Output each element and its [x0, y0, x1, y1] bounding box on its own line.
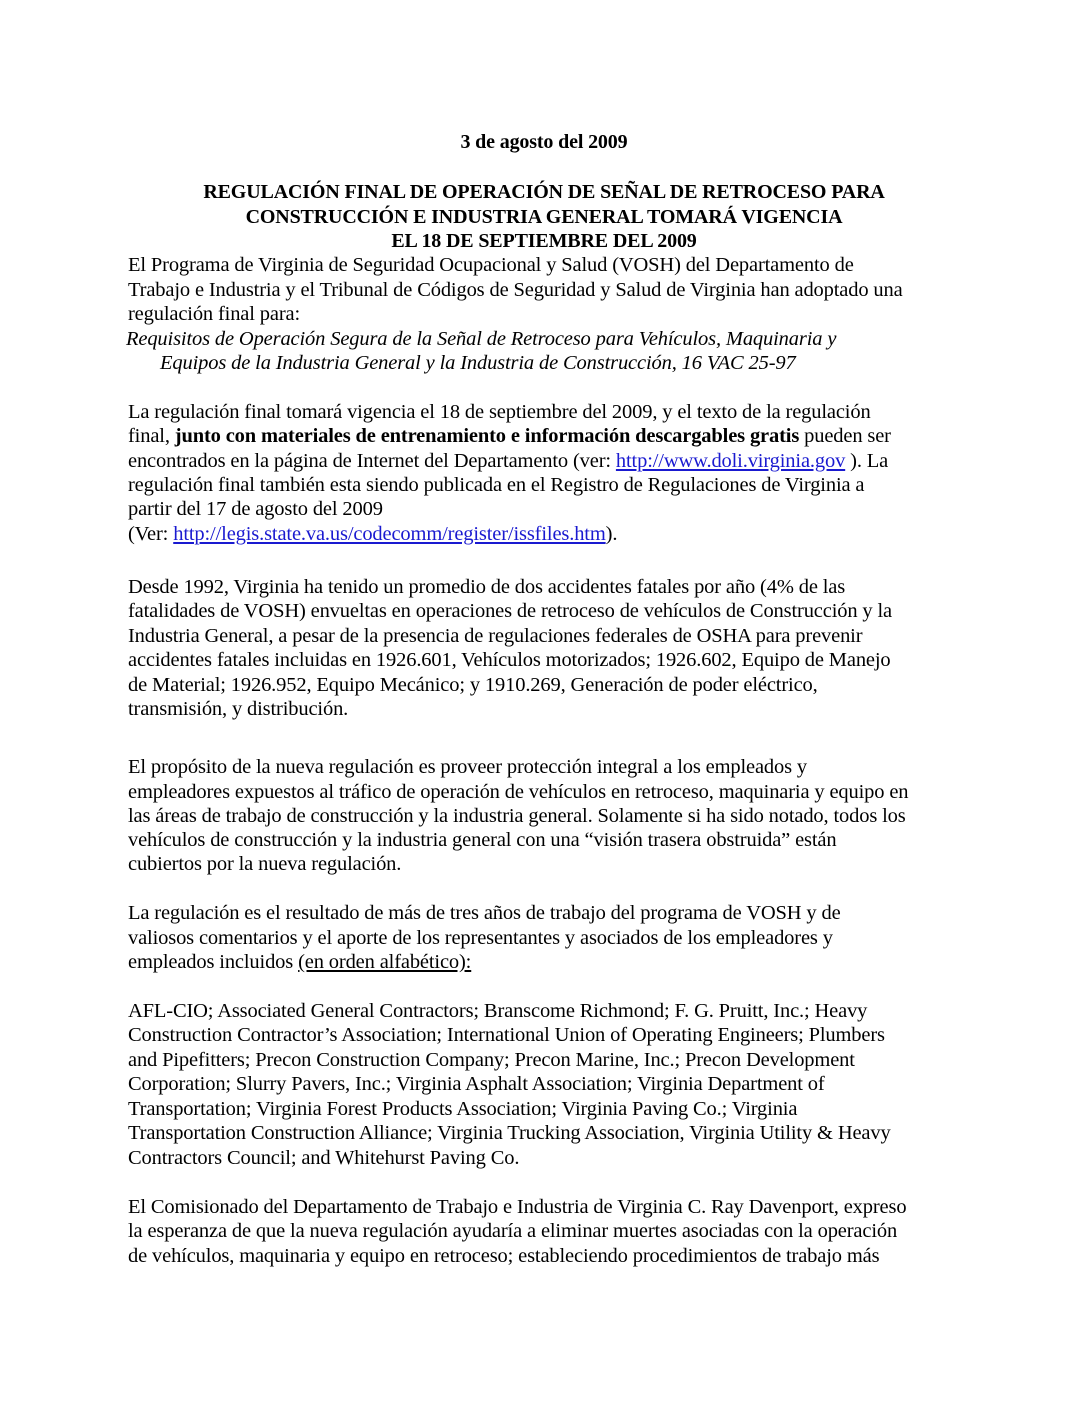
- headline-line-3: EL 18 DE SEPTIEMBRE DEL 2009: [391, 230, 697, 252]
- text: encontrados en la página de Internet del Departamento (ver:: [128, 450, 616, 472]
- text: empleados incluidos: [128, 951, 299, 973]
- intro-line: Trabajo e Industria y el Tribunal de Códigos de Seguridad y Salud de Virginia han adoptado una: [128, 279, 903, 301]
- bold-highlight: junto con materiales de entrenamiento e información descargables gratis: [174, 425, 800, 447]
- contributors-intro-line: [128, 950, 471, 975]
- effective-line: [128, 449, 888, 474]
- commissioner-line: El Comisionado del Departamento de Trabajo e Industria de Virginia C. Ray Davenport, expreso: [128, 1196, 907, 1218]
- statistics-line: Industria General, a pesar de la presencia de regulaciones federales de OSHA para prevenir: [128, 625, 863, 647]
- contributors-line: Transportation; Virginia Forest Products Association; Virginia Paving Co.; Virginia: [128, 1098, 798, 1120]
- effective-line: La regulación final tomará vigencia el 18 de septiembre del 2009, y el texto de la regulación: [128, 401, 871, 423]
- regulation-title-line: Equipos de la Industria General y la Industria de Construcción, 16 VAC 25-97: [160, 352, 796, 374]
- effective-line: [128, 424, 891, 449]
- purpose-line: El propósito de la nueva regulación es proveer protección integral a los empleados y: [128, 756, 808, 778]
- contributors-line: Corporation; Slurry Pavers, Inc.; Virginia Asphalt Association; Virginia Department of: [128, 1073, 825, 1095]
- intro-line: El Programa de Virginia de Seguridad Ocupacional y Salud (VOSH) del Departamento de: [128, 254, 854, 276]
- headline-line-1: REGULACIÓN FINAL DE OPERACIÓN DE SEÑAL DE RETROCESO PARA: [203, 181, 885, 203]
- purpose-line: vehículos de construcción y la industria general con una “visión trasera obstruida” están: [128, 829, 837, 851]
- doli-website-link[interactable]: http://www.doli.virginia.gov: [615, 450, 846, 472]
- purpose-line: las áreas de trabajo de construcción y la industria general. Solamente si ha sido notado, todos los: [128, 805, 906, 827]
- contributors-line: Construction Contractor’s Association; International Union of Operating Engineers; Plumbers: [128, 1024, 885, 1046]
- text: pueden ser: [799, 425, 891, 447]
- statistics-line: accidentes fatales incluidas en 1926.601, Vehículos motorizados; 1926.602, Equipo de Manejo: [128, 649, 891, 671]
- underlined-text: (en orden alfabético):: [298, 951, 472, 973]
- statistics-line: Desde 1992, Virginia ha tenido un promedio de dos accidentes fatales por año (4% de las: [128, 576, 846, 598]
- headline-line-2: CONSTRUCCIÓN E INDUSTRIA GENERAL TOMARÁ VIGENCIA: [245, 206, 843, 228]
- contributors-intro-line: valiosos comentarios y el aporte de los representantes y asociados de los empleadores y: [128, 927, 833, 949]
- regulation-title-line: Requisitos de Operación Segura de la Señal de Retroceso para Vehículos, Maquinaria y: [126, 328, 837, 350]
- contributors-intro-line: La regulación es el resultado de más de tres años de trabajo del programa de VOSH y de: [128, 902, 841, 924]
- text: (Ver:: [128, 523, 174, 545]
- text: ).: [605, 523, 618, 545]
- statistics-line: transmisión, y distribución.: [128, 698, 349, 720]
- commissioner-line: de vehículos, maquinaria y equipo en retroceso; estableciendo procedimientos de trabajo más: [128, 1245, 880, 1267]
- effective-line: partir del 17 de agosto del 2009: [128, 498, 383, 520]
- commissioner-line: la esperanza de que la nueva regulación ayudaría a eliminar muertes asociadas con la operación: [128, 1220, 898, 1242]
- contributors-line: Contractors Council; and Whitehurst Paving Co.: [128, 1147, 520, 1169]
- statistics-line: de Material; 1926.952, Equipo Mecánico; y 1910.269, Generación de poder eléctrico,: [128, 674, 818, 696]
- effective-line: regulación final también esta siendo publicada en el Registro de Regulaciones de Virginia a: [128, 474, 865, 496]
- contributors-line: and Pipefitters; Precon Construction Company; Precon Marine, Inc.; Precon Development: [128, 1049, 855, 1071]
- register-link[interactable]: http://legis.state.va.us/codecomm/register/issfiles.htm: [173, 523, 606, 545]
- statistics-line: fatalidades de VOSH) envueltas en operaciones de retroceso de vehículos de Construcción y la: [128, 600, 892, 622]
- document-date: 3 de agosto del 2009: [460, 131, 628, 153]
- text: final,: [128, 425, 175, 447]
- effective-line: [128, 522, 617, 547]
- purpose-line: cubiertos por la nueva regulación.: [128, 853, 402, 875]
- purpose-line: empleadores expuestos al tráfico de operación de vehículos en retroceso, maquinaria y equipo en: [128, 781, 909, 803]
- text: ). La: [845, 450, 889, 472]
- contributors-line: Transportation Construction Alliance; Virginia Trucking Association, Virginia Utility & Heavy: [128, 1122, 891, 1144]
- intro-line: regulación final para:: [128, 303, 301, 325]
- contributors-line: AFL-CIO; Associated General Contractors; Branscome Richmond; F. G. Pruitt, Inc.; Heavy: [128, 1000, 868, 1022]
